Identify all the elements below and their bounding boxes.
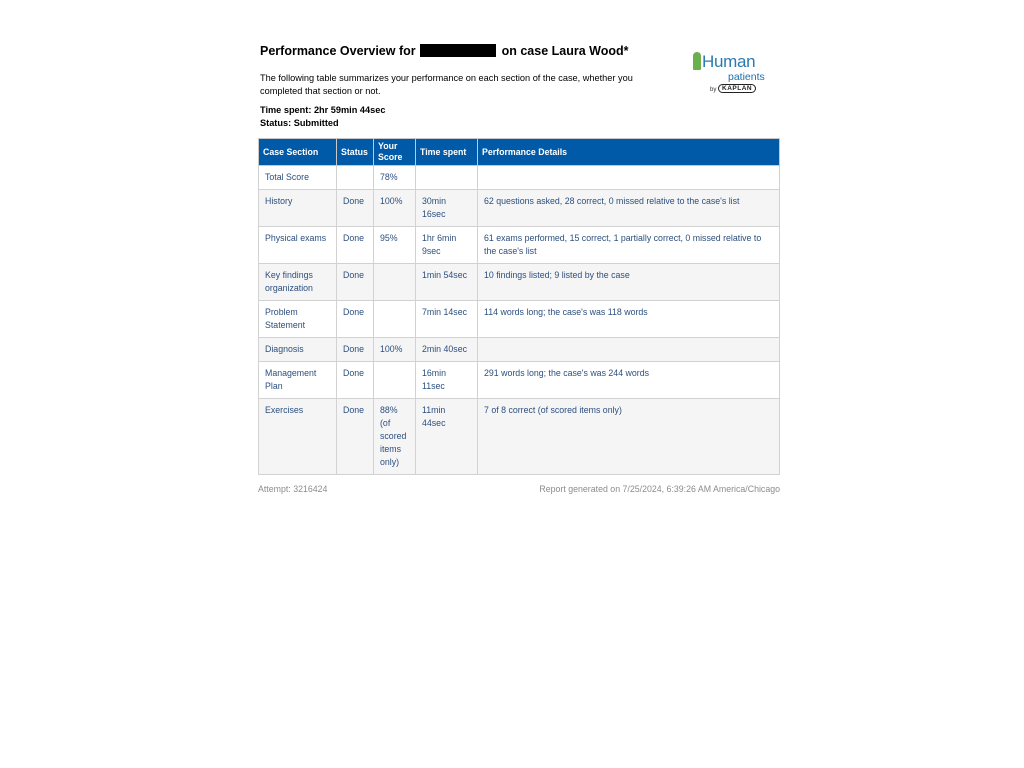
cell-time: 11min 44sec (416, 399, 478, 475)
attempt-id: Attempt: 3216424 (258, 484, 328, 494)
table-row (259, 362, 780, 399)
intro-text: The following table summarizes your performance on each section of the case, whether you completed that section or not. (260, 73, 633, 96)
cell-details: 61 exams performed, 15 correct, 1 partially correct, 0 missed relative to the case's list (478, 227, 780, 264)
table-row (259, 301, 780, 338)
cell-score (374, 264, 416, 301)
table-body (259, 166, 780, 475)
i-human-logo (690, 52, 782, 100)
table-row (259, 338, 780, 362)
cell-status: Done (337, 264, 374, 301)
performance-table (258, 138, 780, 475)
cell-score: 78% (374, 166, 416, 190)
report-footer (258, 484, 780, 500)
cell-status: Done (337, 190, 374, 227)
time-spent: Time spent: 2hr 59min 44sec (260, 105, 386, 115)
cell-section: Management Plan (259, 362, 337, 399)
page-title (260, 44, 628, 58)
cell-status: Done (337, 301, 374, 338)
cell-time: 1min 54sec (416, 264, 478, 301)
cell-section: Diagnosis (259, 338, 337, 362)
kaplan-logo: KAPLAN (718, 84, 756, 93)
logo-sub: patients (728, 71, 765, 83)
cell-time: 7min 14sec (416, 301, 478, 338)
report-generated: Report generated on 7/25/2024, 6:39:26 AM America/Chicago (539, 484, 780, 494)
submission-status: Status: Submitted (260, 118, 339, 128)
table-row (259, 227, 780, 264)
table-row (259, 190, 780, 227)
cell-status (337, 166, 374, 190)
cell-score: 100% (374, 190, 416, 227)
cell-section: Problem Statement (259, 301, 337, 338)
cell-status: Done (337, 227, 374, 264)
cell-section: Physical exams (259, 227, 337, 264)
report-page (258, 42, 780, 500)
header-performance-details: Performance Details (478, 139, 780, 166)
cell-time: 16min 11sec (416, 362, 478, 399)
title-prefix: Performance Overview for (260, 44, 416, 58)
header-your-score: Your Score (374, 139, 416, 166)
cell-time (416, 166, 478, 190)
header-time-spent: Time spent (416, 139, 478, 166)
redacted-name (420, 44, 496, 57)
cell-score (374, 301, 416, 338)
cell-details (478, 166, 780, 190)
cell-details: 114 words long; the case's was 118 words (478, 301, 780, 338)
cell-details: 7 of 8 correct (of scored items only) (478, 399, 780, 475)
cell-section: History (259, 190, 337, 227)
header-status: Status (337, 139, 374, 166)
cell-score: 88% (of scored items only) (374, 399, 416, 475)
cell-status: Done (337, 399, 374, 475)
summary-meta (260, 104, 385, 130)
cell-score: 100% (374, 338, 416, 362)
cell-details: 291 words long; the case's was 244 words (478, 362, 780, 399)
cell-section: Key findings organization (259, 264, 337, 301)
title-suffix: on case Laura Wood* (501, 44, 629, 58)
table-row (259, 399, 780, 475)
cell-status: Done (337, 338, 374, 362)
table-header-row (259, 139, 780, 166)
cell-score: 95% (374, 227, 416, 264)
cell-section: Exercises (259, 399, 337, 475)
table-row (259, 264, 780, 301)
cell-details: 10 findings listed; 9 listed by the case (478, 264, 780, 301)
table-row (259, 166, 780, 190)
cell-details (478, 338, 780, 362)
cell-time: 2min 40sec (416, 338, 478, 362)
cell-section: Total Score (259, 166, 337, 190)
cell-details: 62 questions asked, 28 correct, 0 missed relative to the case's list (478, 190, 780, 227)
cell-score (374, 362, 416, 399)
header-case-section: Case Section (259, 139, 337, 166)
cell-time: 30min 16sec (416, 190, 478, 227)
report-header (258, 42, 780, 138)
logo-brand: Human (702, 52, 756, 71)
logo-i-icon (693, 52, 701, 70)
cell-time: 1hr 6min 9sec (416, 227, 478, 264)
cell-status: Done (337, 362, 374, 399)
logo-by: by (710, 87, 717, 93)
